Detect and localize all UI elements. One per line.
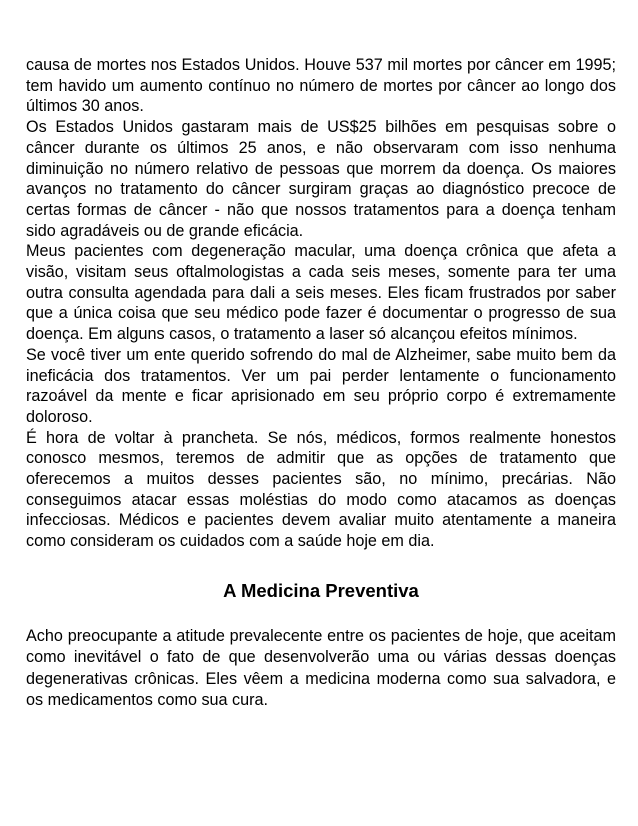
paragraph-macular-degeneration: Meus pacientes com degeneração macular, uma doença crônica que afeta a visão, visitam seus oftalmologistas a cada seis meses, somente para ter uma outra consulta agendada para dali a seis meses. Eles ficam frustrados por saber que a única coisa que seu médico pode fazer é documentar o progresso de sua doença. Em alguns casos, o tratamento a laser só alcançou efeitos mínimos. — [26, 242, 616, 344]
paragraph-preventive-medicine: Acho preocupante a atitude prevalecente entre os pacientes de hoje, que aceitam como inevitável o fato de que desenvolverão uma ou várias dessas doenças degenerativas crônicas. Eles vêem a medicina moderna como sua salvadora, e os medicamentos como sua cura. — [26, 626, 616, 710]
paragraph-cancer-research-spending: Os Estados Unidos gastaram mais de US$25 bilhões em pesquisas sobre o câncer durante os últimos 25 anos, e não observaram com isso nenhuma diminuição no número relativo de pessoas que morrem da doença. Os maiores avanços no tratamento do câncer surgiram graças ao diagnóstico precoce de certas formas de câncer - não que nossos tratamentos para a doença tenham sido agradáveis ou de grande eficácia. — [26, 118, 616, 240]
paragraph-alzheimer: Se você tiver um ente querido sofrendo do mal de Alzheimer, sabe muito bem da ineficácia dos tratamentos. Ver um pai perder lentamente o funcionamento razoável da mente e ficar aprisionado em seu próprio corpo é extremamente doloroso. — [26, 345, 616, 426]
section-heading: A Medicina Preventiva — [223, 579, 419, 601]
paragraph-cancer-deaths: causa de mortes nos Estados Unidos. Houve 537 mil mortes por câncer em 1995; tem havido um aumento contínuo no número de mortes por câncer ao longo dos últimos 30 anos. — [26, 56, 616, 116]
paragraph-back-to-drawing-board: É hora de voltar à prancheta. Se nós, médicos, formos realmente honestos conosco mesmos, teremos de admitir que as opções de tratamento que oferecemos a muitos desses pacientes são, no mínimo, precárias. Não conseguimos atacar essas moléstias do modo como atacamos as doenças infecciosas. Médicos e pacientes devem avaliar muito atentamente a maneira como consideram os cuidados com a saúde hoje em dia. — [26, 428, 616, 551]
